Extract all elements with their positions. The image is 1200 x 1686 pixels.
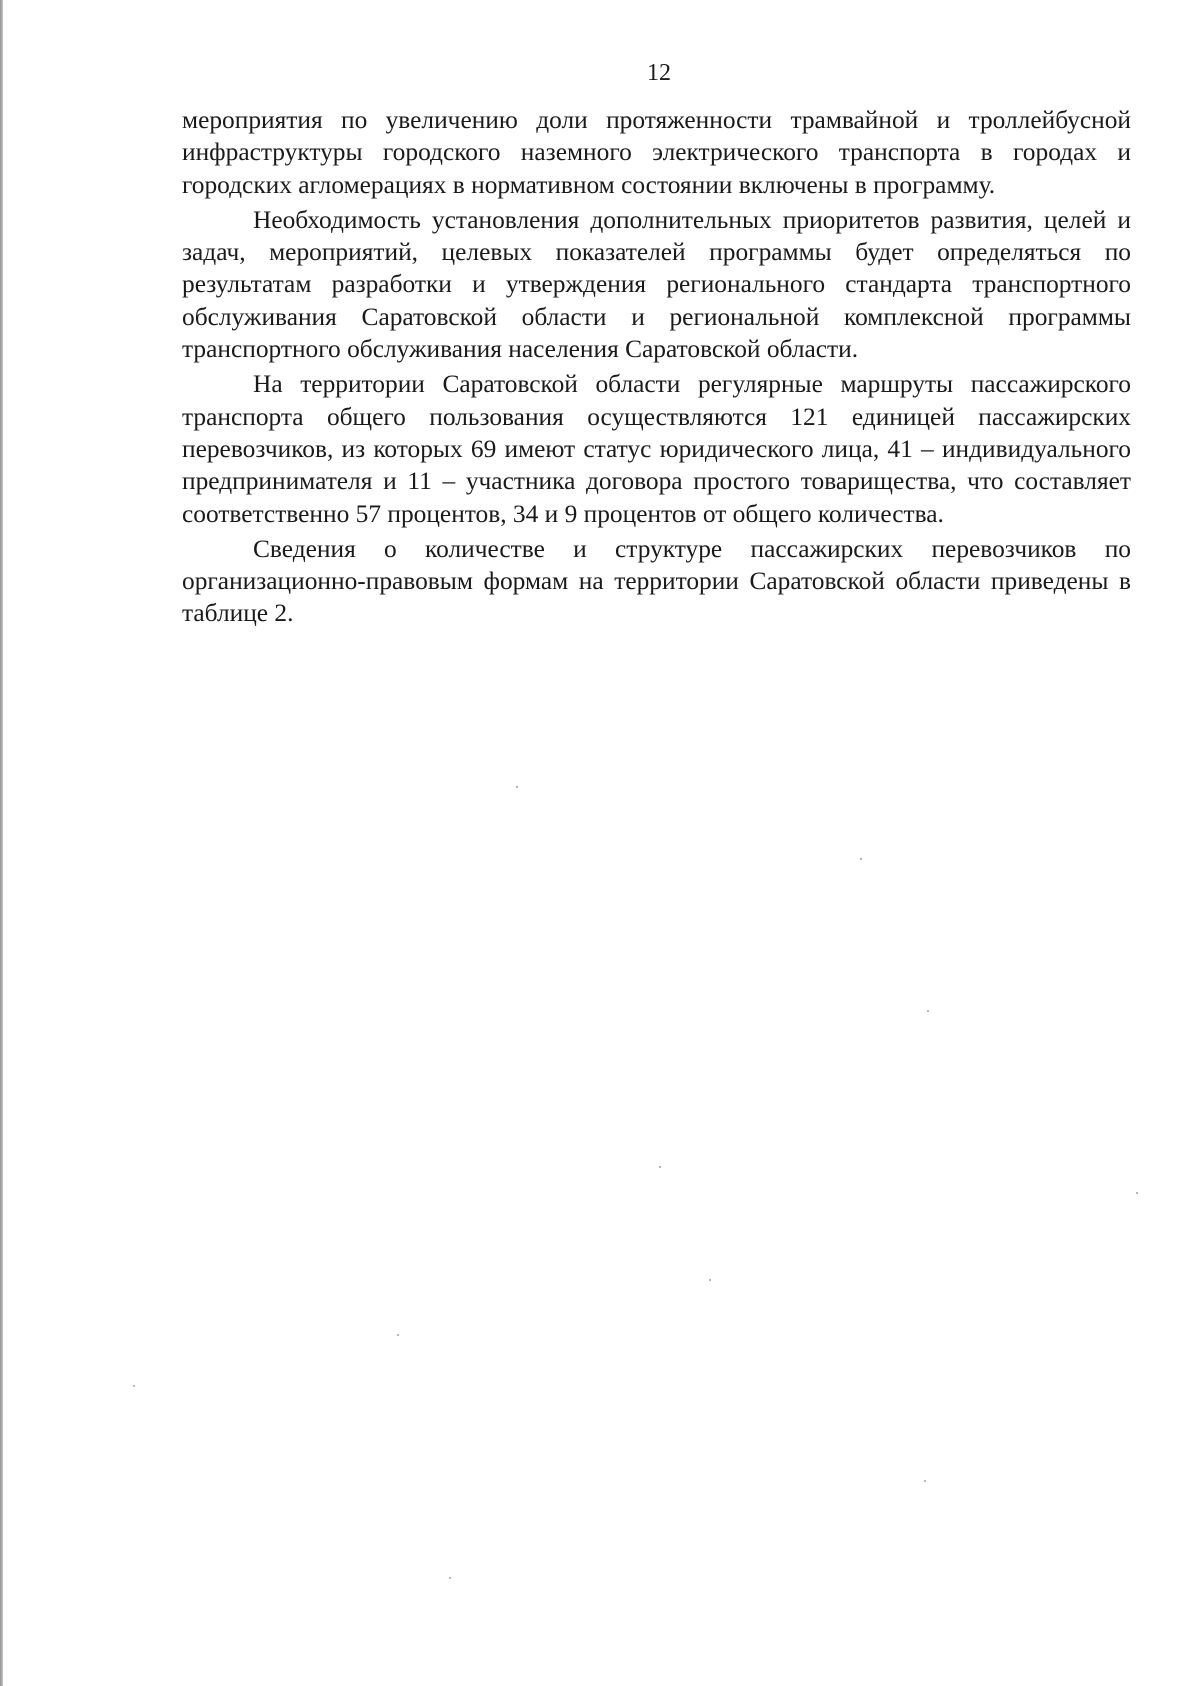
paragraph-table-reference: Сведения о количестве и структуре пассажирских перевозчиков по организационно-правовым формам на территории Саратовской области приведены в таблице 2. (182, 534, 1131, 628)
paragraph-priorities: Необходимость установления дополнительных приоритетов развития, целей и задач, мероприятий, целевых показателей программы будет определяться по результатам разработки и утверждения регионального стандарта транспортного обслуживания Саратовской области и региональной комплексной программы транспортного обслуживания населения Саратовской области. (182, 205, 1131, 364)
scan-speck (397, 1334, 399, 1336)
paragraph-continuation: мероприятия по увеличению доли протяженности трамвайной и троллейбусной инфраструктуры городского наземного электрического транспорта в городах и городских агломерациях в нормативном состоянии включены в программу. (182, 106, 1131, 199)
scan-speck (659, 1166, 661, 1168)
document-body (182, 104, 1131, 633)
scan-speck (133, 1385, 135, 1387)
scan-left-edge (0, 0, 3, 1686)
scan-speck (516, 786, 518, 788)
page-number: 12 (647, 60, 671, 86)
paragraph-carriers-statistics: На территории Саратовской области регулярные маршруты пассажирского транспорта общего пользования осуществляются 121 единицей пассажирских перевозчиков, из которых 69 имеют статус юридического лица, 41 – индивидуального предпринимателя и 11 – участника договора простого товарищества, что составляет соответственно 57 процентов, 34 и 9 процентов от общего количества. (182, 370, 1131, 528)
scan-speck (449, 1577, 451, 1579)
scan-speck (927, 1010, 929, 1012)
scan-speck (924, 1480, 926, 1482)
scan-speck (709, 1279, 711, 1281)
scan-speck (1136, 1192, 1138, 1194)
scan-speck (860, 858, 862, 860)
